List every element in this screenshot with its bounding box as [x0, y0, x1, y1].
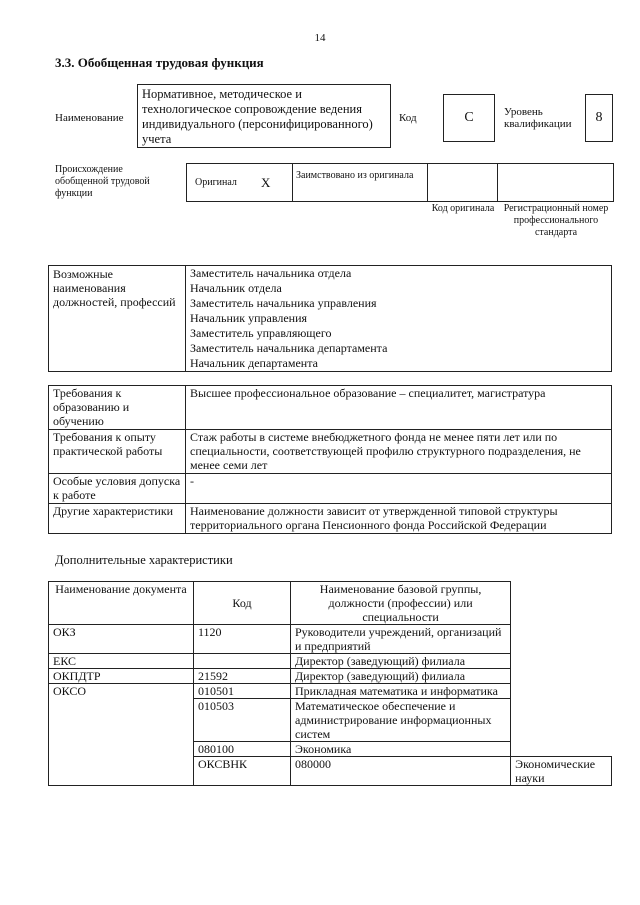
original-label: Оригинал — [195, 177, 237, 188]
code-cell: 1120 — [194, 625, 291, 654]
additional-title: Дополнительные характеристики — [55, 553, 233, 567]
doc-cell: ОКЗ — [49, 625, 194, 654]
code-cell: 010503 — [194, 699, 291, 742]
requirements-table — [48, 385, 612, 534]
positions-label: Возможные наименования должностей, профессий — [49, 266, 186, 372]
req-value: Стаж работы в системе внебюджетного фонда не менее пяти лет или по специальности, соответствующей профилю структурного подразделения, не менее семи лет — [186, 430, 612, 474]
name-cell: Экономические науки — [511, 757, 612, 786]
reg-number-caption: Регистрационный номер профессионального стандарта — [503, 203, 609, 238]
code-cell: 080000 — [291, 757, 511, 786]
code-label: Код — [399, 112, 417, 124]
name-cell: Руководители учреждений, организаций и предприятий — [291, 625, 511, 654]
code-cell: 080100 — [194, 742, 291, 757]
section-title: 3.3. Обобщенная трудовая функция — [55, 55, 264, 70]
name-cell: Экономика — [291, 742, 511, 757]
origin-table — [186, 163, 614, 202]
table-row — [49, 430, 612, 474]
list-item: Заместитель управляющего — [190, 326, 332, 340]
list-item: Заместитель начальника управления — [190, 296, 377, 310]
code-cell: 010501 — [194, 684, 291, 699]
name-cell: Математическое обеспечение и администрирование информационных систем — [291, 699, 511, 742]
doc-cell: ОКСО — [49, 684, 194, 786]
column-header: Код — [194, 582, 291, 625]
table-row — [49, 474, 612, 504]
column-header: Наименование документа — [49, 582, 194, 625]
positions-list — [186, 266, 612, 372]
name-value: Нормативное, методическое и технологическое сопровождение ведения индивидуального (персонифицированного) учета — [137, 84, 391, 148]
req-value: - — [186, 474, 612, 504]
additional-table — [48, 581, 612, 786]
table-row — [49, 625, 612, 654]
doc-cell: ОКПДТР — [49, 669, 194, 684]
req-value: Наименование должности зависит от утвержденной типовой структуры территориального органа Пенсионного фонда Российской Федерации — [186, 504, 612, 534]
table-row — [49, 684, 612, 699]
table-row — [49, 504, 612, 534]
code-value: C — [443, 94, 495, 142]
level-value: 8 — [585, 94, 613, 142]
req-label: Другие характеристики — [49, 504, 186, 534]
req-value: Высшее профессиональное образование – специалитет, магистратура — [186, 386, 612, 430]
column-header: Наименование базовой группы, должности (профессии) или специальности — [291, 582, 511, 625]
code-cell — [194, 654, 291, 669]
name-cell: Директор (заведующий) филиала — [291, 669, 511, 684]
list-item: Начальник департамента — [190, 356, 318, 370]
req-label: Особые условия допуска к работе — [49, 474, 186, 504]
borrowed-label: Заимствовано из оригинала — [296, 170, 414, 181]
positions-table — [48, 265, 612, 372]
list-item: Начальник отдела — [190, 281, 282, 295]
list-item: Заместитель начальника департамента — [190, 341, 388, 355]
name-cell: Прикладная математика и информатика — [291, 684, 511, 699]
req-label: Требования к опыту практической работы — [49, 430, 186, 474]
list-item: Начальник управления — [190, 311, 308, 325]
doc-cell: ЕКС — [49, 654, 194, 669]
table-header — [49, 582, 612, 625]
doc-cell: ОКСВНК — [194, 757, 291, 786]
list-item: Заместитель начальника отдела — [190, 266, 352, 280]
code-original-caption: Код оригинала — [431, 203, 495, 214]
name-label: Наименование — [55, 112, 124, 124]
code-cell: 21592 — [194, 669, 291, 684]
page-number: 14 — [314, 32, 326, 44]
level-label: Уровень квалификации — [504, 106, 572, 130]
req-label: Требования к образованию и обучению — [49, 386, 186, 430]
table-row — [49, 386, 612, 430]
name-cell: Директор (заведующий) филиала — [291, 654, 511, 669]
origin-label: Происхождение обобщенной трудовой функции — [55, 164, 150, 199]
table-row — [49, 654, 612, 669]
table-row — [49, 669, 612, 684]
original-mark: X — [261, 175, 271, 190]
